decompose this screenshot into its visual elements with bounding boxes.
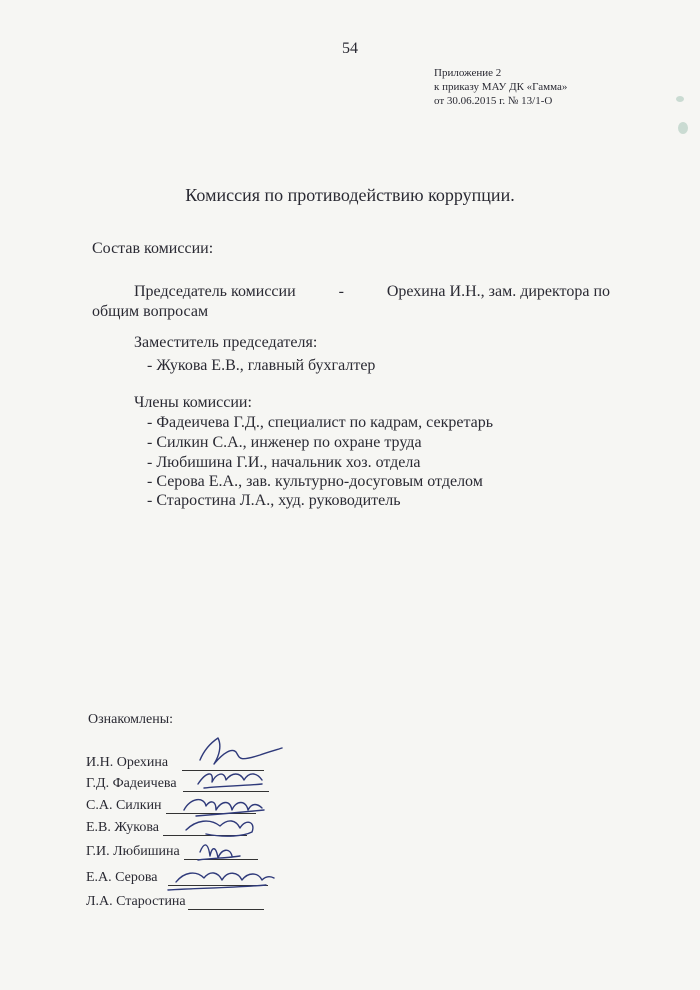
acknowledged-name: И.Н. Орехина [86,755,169,770]
acknowledgement-row [86,798,256,814]
acknowledgement-row [86,820,247,836]
member-item: - Старостина Л.А., худ. руководитель [147,492,401,509]
acknowledgement-row [86,755,264,771]
chairman-continuation: общим вопросам [92,303,209,320]
deputy-label: Заместитель председателя: [134,334,318,351]
deputy-item: - Жукова Е.В., главный бухгалтер [147,357,376,374]
acknowledgement-row [86,844,258,860]
signature-line [163,821,247,836]
acknowledgement-row [86,776,269,792]
signature-line [166,799,256,814]
acknowledged-name: Л.А. Старостина [86,894,186,909]
appendix-header [434,66,567,108]
chairman-label: Председатель комиссии [134,283,296,300]
signature-line [182,756,264,771]
page-stain [676,96,684,102]
acknowledged-name: Г.И. Любишина [86,844,180,859]
member-item: - Силкин С.А., инженер по охране труда [147,434,422,451]
chairman-entry [92,282,610,322]
member-item: - Фадеичева Г.Д., специалист по кадрам, секретарь [147,414,494,431]
page-stain [678,122,688,134]
document-title-text: Комиссия по противодействию коррупции. [185,185,515,205]
appendix-line: Приложение 2 [434,67,502,79]
signature-line [188,895,264,910]
chairman-name: Орехина И.Н., зам. директора по [386,283,610,300]
signature-line [183,777,269,792]
chairman-dash: - [338,283,344,300]
signature-line [184,845,258,860]
acknowledgement-row [86,870,268,886]
acknowledged-name: Е.А. Серова [86,870,158,885]
acknowledged-label: Ознакомлены: [88,712,174,727]
page-number: 54 [342,40,358,57]
acknowledged-name: С.А. Силкин [86,798,162,813]
acknowledged-name: Г.Д. Фадеичева [86,776,177,791]
signature-line [168,871,268,886]
chairman-line [92,282,610,302]
member-item: - Любишина Г.И., начальник хоз. отдела [147,454,421,471]
appendix-line: от 30.06.2015 г. № 13/1-О [434,95,553,107]
acknowledgement-row [86,894,264,910]
member-item: - Серова Е.А., зав. культурно-досуговым отделом [147,473,483,490]
acknowledged-name: Е.В. Жукова [86,820,159,835]
members-label: Члены комиссии: [134,394,252,411]
appendix-line: к приказу МАУ ДК «Гамма» [434,81,568,93]
document-title [0,185,700,206]
composition-label: Состав комиссии: [92,240,214,257]
